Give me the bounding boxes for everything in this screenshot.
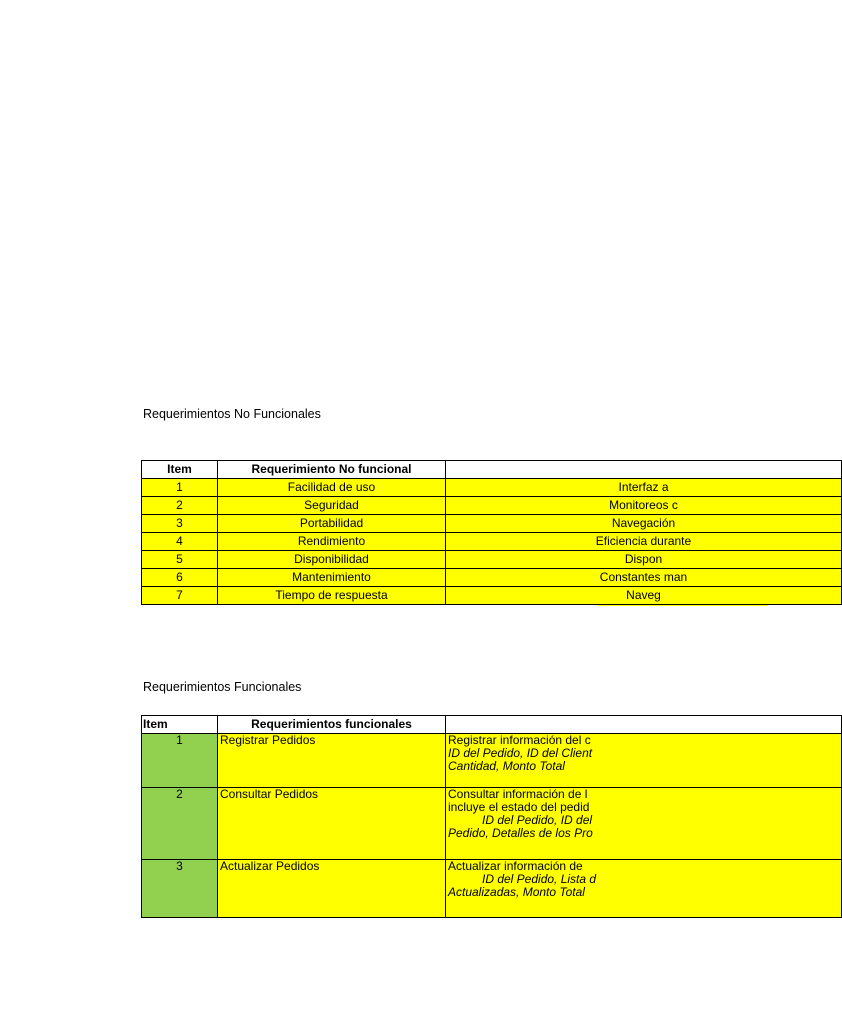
item-cell: 6 (142, 569, 218, 587)
requirement-cell: Rendimiento (218, 533, 446, 551)
non-functional-table (141, 460, 842, 605)
requirement-cell: Consultar Pedidos (218, 788, 446, 860)
column-header-item: Item (142, 461, 218, 479)
table-row (142, 860, 842, 918)
table-row (142, 515, 842, 533)
description-line: Consultar información de l (448, 787, 588, 801)
non-functional-title: Requerimientos No Funcionales (143, 407, 321, 421)
item-cell: 2 (142, 497, 218, 515)
item-cell: 1 (142, 734, 218, 788)
functional-table-wrap (141, 715, 598, 918)
column-header-item: Item (142, 716, 218, 734)
requirement-cell: Portabilidad (218, 515, 446, 533)
table-row (142, 497, 842, 515)
description-line: Registrar información del c (448, 733, 591, 747)
requirement-cell: Seguridad (218, 497, 446, 515)
table-header-row (142, 716, 842, 734)
table-row (142, 788, 842, 860)
description-line: ID del Pedido, ID del Client (448, 746, 593, 760)
requirement-cell: Mantenimiento (218, 569, 446, 587)
description-cell (446, 860, 842, 918)
requirement-cell: Facilidad de uso (218, 479, 446, 497)
requirement-cell: Tiempo de respuesta (218, 587, 446, 605)
description-cell: Navegación (446, 515, 842, 533)
requirement-cell: Registrar Pedidos (218, 734, 446, 788)
requirement-cell: Actualizar Pedidos (218, 860, 446, 918)
table-header-row (142, 461, 842, 479)
table-row (142, 569, 842, 587)
functional-title: Requerimientos Funcionales (143, 680, 302, 694)
description-cell: Interfaz a (446, 479, 842, 497)
item-cell: 1 (142, 479, 218, 497)
column-header-description (446, 461, 842, 479)
description-cell (446, 734, 842, 788)
description-cell (446, 788, 842, 860)
item-cell: 2 (142, 788, 218, 860)
description-line: Actualizar información de (448, 859, 583, 873)
description-line: Actualizadas, Monto Total (448, 885, 585, 899)
item-cell: 3 (142, 515, 218, 533)
table-row (142, 479, 842, 497)
requirement-cell: Disponibilidad (218, 551, 446, 569)
column-header-requirement: Requerimiento No funcional (218, 461, 446, 479)
column-header-description (446, 716, 842, 734)
item-cell: 3 (142, 860, 218, 918)
item-cell: 5 (142, 551, 218, 569)
description-cell: Dispon (446, 551, 842, 569)
table-row (142, 734, 842, 788)
table-row (142, 587, 842, 605)
description-cell: Naveg (446, 587, 842, 605)
description-line: ID del Pedido, Lista d (482, 872, 597, 886)
functional-table (141, 715, 842, 918)
description-line: ID del Pedido, ID del (482, 813, 593, 827)
description-cell: Eficiencia durante (446, 533, 842, 551)
column-header-requirement: Requerimientos funcionales (218, 716, 446, 734)
description-line: Cantidad, Monto Total (448, 759, 565, 773)
description-line: incluye el estado del pedid (448, 800, 590, 814)
item-cell: 4 (142, 533, 218, 551)
table-row (142, 533, 842, 551)
table-row (142, 551, 842, 569)
non-functional-table-wrap (141, 460, 692, 607)
description-cell: Monitoreos c (446, 497, 842, 515)
description-line: Pedido, Detalles de los Pro (448, 826, 593, 840)
description-cell: Constantes man (446, 569, 842, 587)
item-cell: 7 (142, 587, 218, 605)
